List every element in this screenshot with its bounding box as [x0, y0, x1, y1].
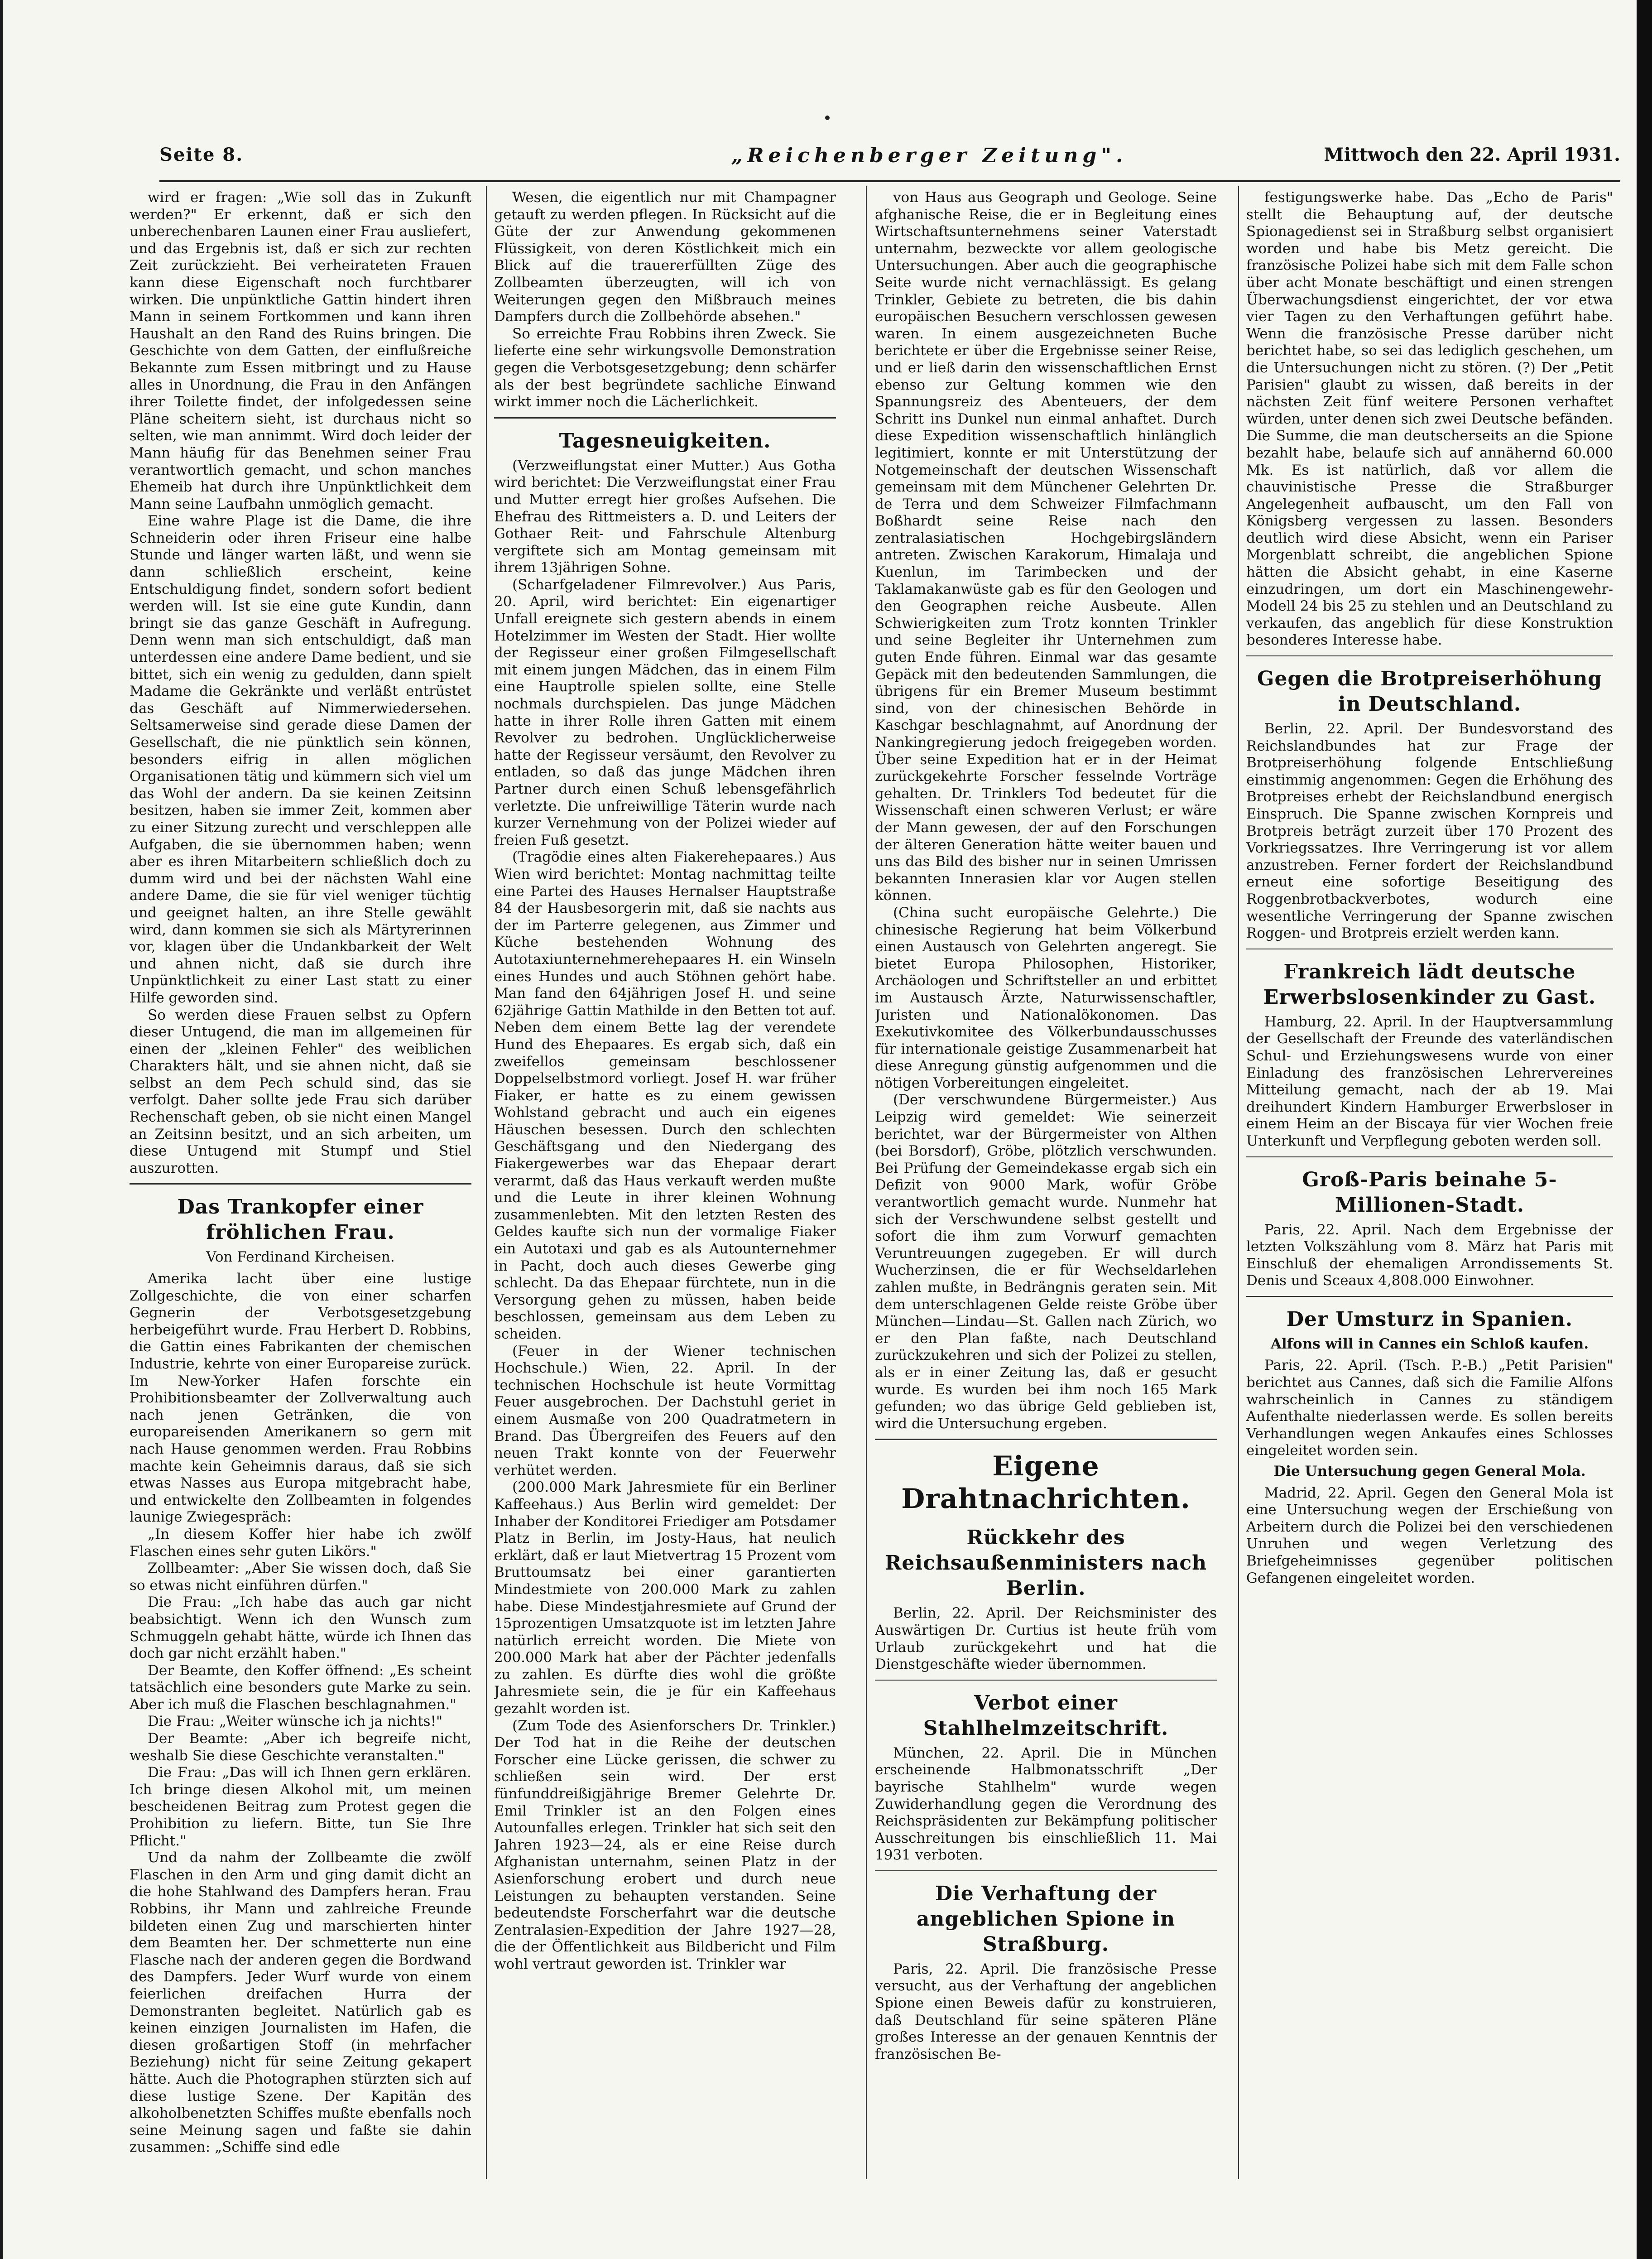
paragraph: Hamburg, 22. April. In der Hauptversammlung der Gesellschaft der Freunde des vaterländischen Schul- und Erziehungswesens wurde von einer Einladung des französischen Lehrervereines Mitteilung gemacht, nach der ab 19. Mai dreihundert Kindern Hamburger Erwerbsloser in einem Heim an der Biscaya für vier Wochen freie Unterkunft und Verpflegung geboten werden soll.	[1246, 1013, 1613, 1149]
paragraph: (Tragödie eines alten Fiakerehepaares.) Aus Wien wird berichtet: Montag nachmittag teilte eine Partei des Hauses Hernalser Hauptstraße 84 der Hausbesorgerin mit, daß sie nachts aus der im Parterre gelegenen, aus Zimmer und Küche bestehenden Wohnung des Autotaxiunternehmerehepaares H. ein Winseln eines Hundes und auch Stöhnen gehört habe. Man fand den 64jährigen Josef H. und seine 62jährige Gattin Mathilde in den Betten tot auf. Neben dem einem Bette lag der verendete Hund des Ehepaares. Es ergab sich, daß ein zweifellos gemeinsam beschlossener Doppelselbstmord vorliegt. Josef H. war früher Fiaker, er hatte es zu einem gewissen Wohlstand gebracht und auch ein eigenes Häuschen besessen. Durch den schlechten Geschäftsgang und den Niedergang des Fiakergewerbes war das Ehepaar derart verarmt, daß das Haus verkauft werden mußte und die Leute in ihrer kleinen Wohnung zusammenlebten. Mit den letzten Resten des Geldes kaufte sich nun der vormalige Fiaker ein Autotaxi und gab es als Autounternehmer in Pacht, doch auch dieses Gewerbe ging schlecht. Da das Ehepaar fürchtete, nun in die Versorgung gehen zu müssen, haben beide beschlossen, gemeinsam aus dem Leben zu scheiden.	[494, 849, 836, 1342]
article-rule	[1246, 1156, 1613, 1157]
page-header	[159, 144, 1620, 180]
paragraph: Eine wahre Plage ist die Dame, die ihre Schneiderin oder ihren Friseur eine halbe Stunde und länger warten läßt, und wenn sie dann schließlich erscheint, keine Entschuldigung findet, sondern sofort bedient werden will. Ist sie eine gute Kundin, dann bringt sie das ganze Geschäft in Aufregung. Denn wenn man sich entschuldigt, daß man unterdessen eine andere Dame bedient, und sie bittet, sich ein wenig zu gedulden, dann spielt Madame die Gekränkte und verläßt entrüstet das Geschäft auf Nimmerwiedersehen. Seltsamerweise sind gerade diese Damen der Gesellschaft, die nie pünktlich sein können, besonders eifrig in allen möglichen Organisationen tätig und kümmern sich viel um das Wohl der andern. Da sie keinen Zeitsinn besitzen, haben sie immer Zeit, kommen aber zu einer Sitzung zurecht und verschleppen alle Aufgaben, die sie übernommen haben; wenn aber es ihren Mitarbeitern schließlich doch zu dumm wird und bei der nächsten Wahl eine andere Dame, die sie für viel weniger tüchtig und geeignet halten, an ihre Stelle gewählt wird, dann kommen sie sich als Märtyrerinnen vor, klagen über die Undankbarkeit der Welt und ahnen nicht, daß sie durch ihre Unpünktlichkeit zu einer Last statt zu einer Hilfe geworden sind.	[130, 513, 471, 1006]
scan-edge-left	[0, 0, 3, 2259]
paragraph: von Haus aus Geograph und Geologe. Seine afghanische Reise, die er in Begleitung eines Wirtschaftsunternehmens seiner Vaterstadt unternahm, bezweckte vor allem geologische Untersuchungen. Aber auch die geographische Seite wurde nicht vernachlässigt. Es gelang Trinkler, Gebiete zu betreten, die bis dahin europäischen Besuchern verschlossen gewesen waren. In einem ausgezeichneten Buche berichtete er über die Ergebnisse seiner Reise, und er ließ darin den wissenschaftlichen Ernst ebenso zur Geltung kommen wie den Spannungsreiz des Abenteuers, der dem Schritt ins Dunkel nun einmal anhaftet. Durch diese Expedition wissenschaftlich hinlänglich legitimiert, konnte er mit Unterstützung der Notgemeinschaft der deutschen Wissenschaft gemeinsam mit dem Münchener Gelehrten Dr. de Terra und dem Schweizer Filmfachmann Boßhardt seine Reise nach den zentralasiatischen Hochgebirgsländern antreten. Zwischen Karakorum, Himalaja und Kuenlun, im Tarimbecken und der Taklamakanwüste gab es für den Geologen und den Geographen reiche Ausbeute. Allen Schwierigkeiten zum Trotz konnten Trinkler und seine Begleiter ihr Unternehmen zum guten Ende führen. Einmal war das gesamte Gepäck mit den bedeutenden Sammlungen, die übrigens für ein Bremer Museum bestimmt sind, von der chinesischen Behörde in Kaschgar beschlagnahmt, auf Anordnung der Nankingregierung jedoch freigegeben worden. Über seine Expedition hat er in der Heimat zurückgekehrte Forscher fesselnde Vorträge gehalten. Dr. Trinklers Tod bedeutet für die Wissenschaft einen schweren Verlust; er wäre der Mann gewesen, der auf den Forschungen der älteren Generation hätte weiter bauen und uns das Bild des bisher nur in seinen Umrissen bekannten Innerasien klar vor Augen stellen können.	[875, 189, 1217, 904]
paragraph: (Verzweiflungstat einer Mutter.) Aus Gotha wird berichtet: Die Verzweiflungstat einer Frau und Mutter erregt hier großes Aufsehen. Die Ehefrau des Rittmeisters a. D. und Leiters der Gothaer Reit- und Fahrschule Altenburg vergiftete sich am Montag gemeinsam mit ihrem 13jährigen Sohne.	[494, 457, 836, 576]
paragraph: Paris, 22. April. Die französische Presse versucht, aus der Verhaftung der angeblichen Spione einen Beweis dafür zu konstruieren, daß Deutschland für seine späteren Pläne großes Interesse an der genauen Kenntnis der französischen Be-	[875, 1960, 1217, 2062]
paragraph: Wesen, die eigentlich nur mit Champagner getauft zu werden pflegen. In Rücksicht auf die Güte der zur Anwendung gekommenen Flüssigkeit, von deren Köstlichkeit mich ein Blick auf die trauererfüllten Züge des Zollbeamten überzeugten, will ich von Weiterungen gegen den Mißbrauch meines Dampfers durch die Zollbehörde absehen."	[494, 189, 836, 325]
article-headline: Die Verhaftung der angeblichen Spione in Straßburg.	[916, 1882, 1176, 1956]
article-headline: Gegen die Brotpreiserhöhung in Deutschland.	[1257, 667, 1603, 716]
page-number: Seite 8.	[159, 144, 244, 165]
column-4	[1246, 189, 1613, 2219]
paragraph: Der Beamte, den Koffer öffnend: „Es scheint tatsächlich eine besonders gute Marke zu sein. Aber ich muß die Flaschen beschlagnahmen."	[130, 1662, 471, 1713]
section-headline: Tagesneuigkeiten.	[559, 429, 771, 453]
column-rule	[1238, 186, 1239, 2179]
column-2	[494, 189, 836, 2219]
paragraph: (Feuer in der Wiener technischen Hochschule.) Wien, 22. April. In der technischen Hochschule ist heute Vormittag Feuer ausgebrochen. Der Dachstuhl geriet in einem Ausmaße von 200 Quadratmetern in Brand. Das Übergreifen des Feuers auf den neuen Trakt konnte von der Feuerwehr verhütet werden.	[494, 1343, 836, 1479]
section-rule	[494, 417, 836, 419]
article-rule	[875, 1870, 1217, 1871]
column-rule	[866, 186, 867, 2179]
paragraph: Paris, 22. April. Nach dem Ergebnisse der letzten Volkszählung vom 8. März hat Paris mit Einschluß der ehemaligen Arrondissements St. Denis und Sceaux 4,808.000 Einwohner.	[1246, 1221, 1613, 1289]
paragraph: wird er fragen: „Wie soll das in Zukunft werden?" Er erkennt, daß er sich den unberechenbaren Launen einer Frau ausliefert, und das Ergebnis ist, daß er sich zur rechten Zeit zurückzieht. Bei verheirateten Frauen kann diese Eigenschaft noch furchtbarer wirken. Die unpünktliche Gattin hindert ihren Mann in seinem Fortkommen und kann ihren Haushalt an den Rand des Ruins bringen. Die Geschichte von dem Gatten, der einflußreiche Bekannte zum Essen mitbringt und zu Hause alles in Unordnung, die Frau in den Anfängen ihrer Toilette findet, der infolgedessen seine Pläne scheitern sieht, ist durchaus nicht so selten, wie man annimmt. Wird doch leider der Mann häufig für das Benehmen seiner Frau verantwortlich gemacht, und schon manches Ehemeib hat durch ihre Unpünktlichkeit dem Mann seine Laufbahn unmöglich gemacht.	[130, 189, 471, 512]
paragraph: Zollbeamter: „Aber Sie wissen doch, daß Sie so etwas nicht einführen dürfen."	[130, 1560, 471, 1594]
paragraph: Madrid, 22. April. Gegen den General Mola ist eine Untersuchung wegen der Erschießung von Arbeitern durch die Polizei bei den verschiedenen Unruhen und wegen Verletzung des Briefgeheimnisses gegenüber politischen Gefangenen eingeleitet worden.	[1246, 1484, 1613, 1586]
paragraph: Der Beamte: „Aber ich begreife nicht, weshalb Sie diese Geschichte veranstalten."	[130, 1730, 471, 1764]
paragraph: Die Frau: „Ich habe das auch gar nicht beabsichtigt. Wenn ich den Wunsch zum Schmuggeln gehabt hätte, würde ich Ihnen das doch gar nicht erzählt haben."	[130, 1594, 471, 1662]
page-mark	[825, 116, 830, 120]
article-subheadline: Die Untersuchung gegen General Mola.	[1273, 1463, 1586, 1480]
header-rule	[159, 180, 1620, 182]
paragraph: (Der verschwundene Bürgermeister.) Aus Leipzig wird gemeldet: Wie seinerzeit berichtet, war der Bürgermeister von Althen (bei Borsdorf), Gröbe, plötzlich verschwunden. Bei Prüfung der Gemeindekasse ergab sich ein Defizit von 9000 Mark, wofür Gröbe verantwortlich gemacht wurde. Nunmehr hat sich der Verschwundene selbst gestellt und sofort die ihm zum Vorwurf gemachten Veruntreuungen zugegeben. Er will durch Wucherzinsen, die er für Wechseldarlehen zahlen mußte, in Bedrängnis geraten sein. Mit dem unterschlagenen Gelde reiste Gröbe über München—Lindau—St. Gallen nach Zürich, wo er den Plan faßte, nach Deutschland zurückzukehren und sich der Polizei zu stellen, als er in einer Zeitung las, daß er gesucht wurde. Es wurden bei ihm noch 165 Mark gefunden; wo das übrige Geld geblieben ist, wird die Untersuchung ergeben.	[875, 1092, 1217, 1432]
column-1	[130, 189, 471, 2219]
section-headline: Eigene Drahtnachrichten.	[901, 1450, 1191, 1515]
article-byline: Von Ferdinand Kircheisen.	[206, 1249, 395, 1266]
article-headline: Das Trankopfer einer fröhlichen Frau.	[177, 1195, 424, 1244]
paragraph: Paris, 22. April. (Tsch. P.-B.) „Petit Parisien" berichtet aus Cannes, daß sich die Familie Alfons wahrscheinlich in Cannes zu ständigem Aufenthalte niederlassen werde. Es sollen bereits Verhandlungen wegen Ankaufes eines Schlosses eingeleitet worden sein.	[1246, 1357, 1613, 1459]
paragraph: So werden diese Frauen selbst zu Opfern dieser Untugend, die man im allgemeinen für einen der „kleinen Fehler" des weiblichen Charakters hält, und sie ahnen nicht, daß sie selbst an dem Pech schuld sind, das sie verfolgt. Daher sollte jede Frau sich darüber Rechenschaft geben, ob sie nicht einen Mangel an Zeitsinn besitzt, und an sich arbeiten, um diese Untugend mit Stumpf und Stiel auszurotten.	[130, 1007, 471, 1176]
paragraph: Die Frau: „Weiter wünsche ich ja nichts!"	[148, 1713, 443, 1730]
article-headline: Groß-Paris beinahe 5-Millionen-Stadt.	[1302, 1168, 1557, 1217]
paragraph: (Scharfgeladener Filmrevolver.) Aus Paris, 20. April, wird berichtet: Ein eigenartiger Unfall ereignete sich gestern abends in einem Hotelzimmer im Westen der Stadt. Hier wollte der Regisseur einer großen Filmgesellschaft mit einem jungen Mädchen, das in einem Film eine Hauptrolle spielen sollte, eine Stelle nochmals durchspielen. Das junge Mädchen hatte in ihrer Rolle ihren Gatten mit einem Revolver zu bedrohen. Unglücklicherweise hatte der Regisseur versäumt, den Revolver zu entladen, so daß das junge Mädchen ihren Partner durch einen Schuß lebensgefährlich verletzte. Die unfreiwillige Täterin wurde nach kurzer Vernehmung von der Polizei wieder auf freien Fuß gesetzt.	[494, 576, 836, 848]
section-rule	[875, 1439, 1217, 1440]
article-headline: Rückkehr des Reichsaußenministers nach Berlin.	[884, 1526, 1207, 1600]
paragraph: Berlin, 22. April. Der Bundesvorstand des Reichslandbundes hat zur Frage der Brotpreiserhöhung folgende Entschließung einstimmig angenommen: Gegen die Erhöhung des Brotpreises erhebt der Reichslandbund energisch Einspruch. Die Spanne zwischen Kornpreis und Brotpreis beträgt zurzeit über 170 Prozent des Vorkriegssatzes. Ihre Verringerung ist vor allem anzustreben. Ferner fordert der Reichslandbund erneut eine sofortige Beseitigung des Roggenbrotbackverbotes, wodurch eine wesentliche Verringerung der Spanne zwischen Roggen- und Brotpreis erzielt werden kann.	[1246, 721, 1613, 942]
issue-date: Mittwoch den 22. April 1931.	[1324, 144, 1620, 165]
scan-edge-right	[1637, 0, 1652, 2259]
article-rule	[875, 1680, 1217, 1681]
paragraph: München, 22. April. Die in München erscheinende Halbmonatsschrift „Der bayrische Stahlhelm" wurde wegen Zuwiderhandlung gegen die Verordnung des Reichspräsidenten zur Bekämpfung politischer Ausschreitungen bis einschließlich 11. Mai 1931 verboten.	[875, 1744, 1217, 1864]
column-rule	[486, 186, 487, 2179]
paragraph: So erreichte Frau Robbins ihren Zweck. Sie lieferte eine sehr wirkungsvolle Demonstration gegen die Verbotsgesetzgebung; denn schärfer als der best begründete sachliche Einwand wirkt immer noch die Lächerlichkeit.	[494, 325, 836, 410]
paragraph: festigungswerke habe. Das „Echo de Paris" stellt die Behauptung auf, der deutsche Spionagedienst sei in Straßburg selbst organisiert worden und habe bis Metz gereicht. Die französische Polizei habe sich mit dem Falle schon über acht Monate beschäftigt und einen strengen Überwachungsdienst eingerichtet, der vor etwa vier Tagen zu den Verhaftungen geführt habe. Wenn die französische Presse darüber nicht berichtet habe, so sei das lediglich geschehen, um die Untersuchungen nicht zu stören. (?) Der „Petit Parisien" glaubt zu wissen, daß bereits in der nächsten Zeit fünf weitere Personen verhaftet würden, unter denen sich zwei Deutsche befänden. Die Summe, die man deutscherseits an die Spione bezahlt habe, belaufe sich auf annähernd 60.000 Mk. Es ist natürlich, daß vor allem die chauvinistische Presse die Straßburger Angelegenheit aufbauscht, um den Fall von Königsberg vergessen zu lassen. Besonders deutlich wird diese Absicht, wenn ein Pariser Morgenblatt schreibt, die angeblichen Spione hätten die Absicht gehabt, in eine Kaserne einzudringen, um dort ein Maschinengewehr-Modell 24 bis 25 zu stehlen und an Deutschland zu verkaufen, das angeblich für diese Konstruktion besonderes Interesse habe.	[1246, 189, 1613, 649]
article-subheadline: Alfons will in Cannes ein Schloß kaufen.	[1270, 1335, 1589, 1352]
paragraph: Berlin, 22. April. Der Reichsminister des Auswärtigen Dr. Curtius ist heute früh vom Urlaub zurückgekehrt und hat die Dienstgeschäfte wieder übernommen.	[875, 1605, 1217, 1673]
paragraph: Und da nahm der Zollbeamte die zwölf Flaschen in den Arm und ging damit dicht an die hohe Stahlwand des Dampfers heran. Frau Robbins, ihr Mann und zahlreiche Freunde bildeten einen Zug und marschierten hinter dem Beamten her. Der schmetterte nun eine Flasche nach der anderen gegen die Bordwand des Dampfers. Jeder Wurf wurde von einem feierlichen dreifachen Hurra der Demonstranten begleitet. Natürlich gab es keinen einzigen Journalisten im Hafen, die diesen großartigen Stoff (in mehrfacher Beziehung) nicht für seine Zeitung gekapert hätte. Auch die Photographen stürzten sich auf diese lustige Szene. Der Kapitän des alkoholbenetzten Schiffes mußte ebenfalls noch seine Meinung sagen und faßte sie dahin zusammen: „Schiffe sind edle	[130, 1850, 471, 2156]
paragraph: (200.000 Mark Jahresmiete für ein Berliner Kaffeehaus.) Aus Berlin wird gemeldet: Der Inhaber der Konditorei Friediger am Potsdamer Platz in Berlin, im Josty-Haus, hat neulich erklärt, daß er laut Mietvertrag 15 Prozent vom Bruttoumsatz bei einer garantierten Mindestmiete von 200.000 Mark zu zahlen habe. Diese Mindestjahresmiete auf Grund der 15prozentigen Umsatzquote ist im letzten Jahre natürlich erreicht worden. Die Miete von 200.000 Mark hat aber der Pächter jedenfalls zu zahlen. Es dürfte dies wohl die größte Jahresmiete sein, die je für ein Kaffeehaus gezahlt worden ist.	[494, 1479, 836, 1717]
newspaper-title: „Reichenberger Zeitung".	[731, 144, 1128, 167]
article-headline: Der Umsturz in Spanien.	[1286, 1307, 1573, 1331]
paragraph: (China sucht europäische Gelehrte.) Die chinesische Regierung hat beim Völkerbund einen Austausch von Gelehrten angeregt. Sie bietet Europa Philosophen, Historiker, Archäologen und Schriftsteller an und erbittet im Austausch Ärzte, Naturwissenschaftler, Juristen und Nationalökonomen. Das Exekutivkomitee des Völkerbundausschusses für internationale geistige Zusammenarbeit hat diese Anregung günstig aufgenommen und die nötigen Vorbereitungen eingeleitet.	[875, 904, 1217, 1091]
paragraph: „In diesem Koffer hier habe ich zwölf Flaschen eines sehr guten Likörs."	[130, 1526, 471, 1560]
article-headline: Frankreich lädt deutsche Erwerbslosenkinder zu Gast.	[1263, 960, 1596, 1009]
section-rule	[130, 1183, 471, 1185]
column-3	[875, 189, 1217, 2219]
article-headline: Verbot einer Stahlhelmzeitschrift.	[923, 1691, 1169, 1740]
paragraph: Amerika lacht über eine lustige Zollgeschichte, die von einer scharfen Gegnerin der Verbotsgesetzgebung herbeigeführt wurde. Frau Herbert D. Robbins, die Gattin eines Fabrikanten der chemischen Industrie, kehrte von einer Europareise zurück. Im New-Yorker Hafen forschte ein Prohibitionsbeamter der Zollverwaltung auch nach jenen Getränken, die von europareisenden Amerikanern so gern mit nach Hause genommen werden. Frau Robbins machte kein Geheimnis daraus, daß sie sich etwas Nasses aus Europa mitgebracht habe, und entwickelte den Zollbeamten in folgendes launige Zwiegespräch:	[130, 1271, 471, 1526]
article-rule	[1246, 655, 1613, 656]
paragraph: Die Frau: „Das will ich Ihnen gern erklären. Ich bringe diesen Alkohol mit, um meinen bescheidenen Beitrag zum Protest gegen die Prohibition zu liefern. Bitte, tun Sie Ihre Pflicht."	[130, 1764, 471, 1849]
paragraph: (Zum Tode des Asienforschers Dr. Trinkler.) Der Tod hat in die Reihe der deutschen Forscher eine Lücke gerissen, die schwer zu schließen sein wird. Der erst fünfunddreißigjährige Bremer Gelehrte Dr. Emil Trinkler ist an den Folgen eines Autounfalles erlegen. Trinkler hat sich seit den Jahren 1923—24, als er eine Reise durch Afghanistan unternahm, seinen Platz in der Asienforschung erobert und durch neue Leistungen zu behaupten verstanden. Seine bedeutendste Forscherfahrt war die deutsche Zentralasien-Expedition der Jahre 1927—28, die der Öffentlichkeit aus Bildbericht und Film wohl vertraut geworden ist. Trinkler war	[494, 1717, 836, 1972]
article-rule	[1246, 1296, 1613, 1297]
